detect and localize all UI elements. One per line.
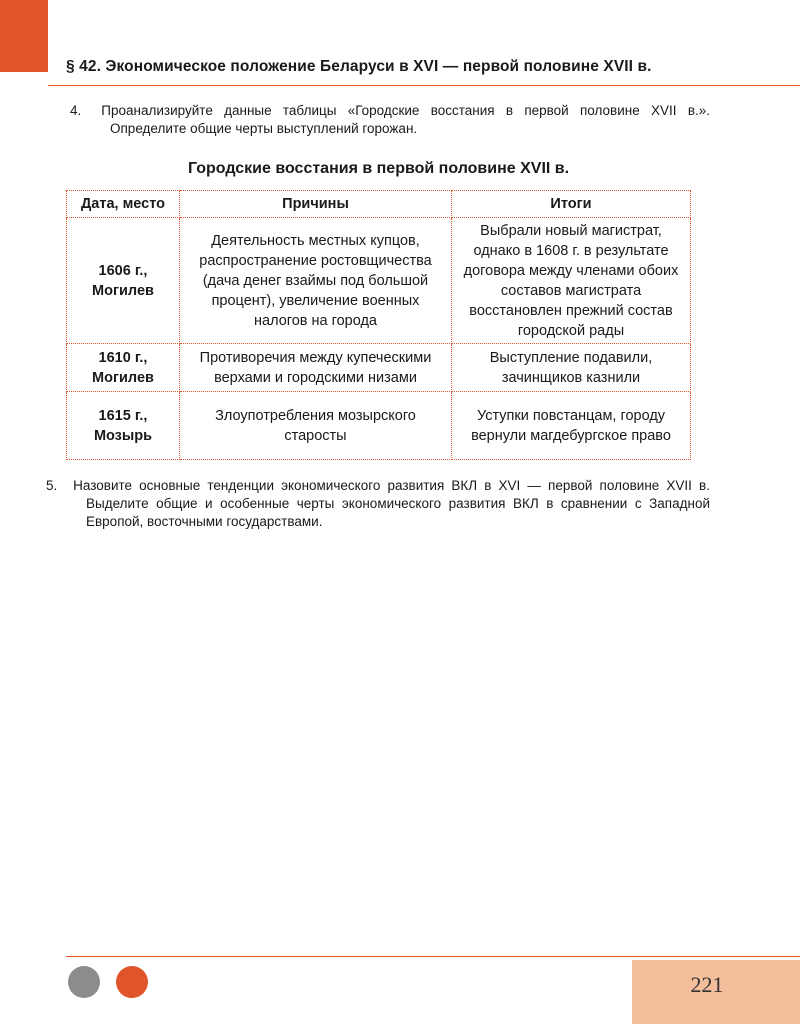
cell-results: Выбрали новый магистрат, однако в 1608 г. в результате договора между членами обоих составов магистрата восстановлен прежний состав городской рады xyxy=(452,218,691,344)
column-header-date: Дата, место xyxy=(67,191,180,218)
cell-date xyxy=(67,344,180,392)
cell-date xyxy=(67,218,180,344)
gray-circle-decoration xyxy=(68,966,100,998)
orange-circle-decoration xyxy=(116,966,148,998)
page-header-title: § 42. Экономическое положение Беларуси в XVI — первой половине XVII в. xyxy=(66,58,652,75)
cell-causes: Противоречия между купеческими верхами и городскими низами xyxy=(180,344,452,392)
cell-results: Уступки повстанцам, городу вернули магдебургское право xyxy=(452,392,691,460)
column-header-causes: Причины xyxy=(180,191,452,218)
table-header-row xyxy=(67,191,691,218)
page-number: 221 xyxy=(690,972,724,997)
corner-accent-block xyxy=(0,0,48,72)
table-row xyxy=(67,218,691,344)
cell-date xyxy=(67,392,180,460)
column-header-results: Итоги xyxy=(452,191,691,218)
table-title: Городские восстания в первой половине XVII в. xyxy=(187,160,570,177)
task-5-text: Назовите основные тенденции экономического развития ВКЛ в XVI — первой половине XVII в. Выделите общие и особенные черты экономического развития ВКЛ в сравнении с Западной Европой, восточными государствами. xyxy=(73,478,710,529)
cell-results: Выступление подавили, зачинщиков казнили xyxy=(452,344,691,392)
page-number-box xyxy=(632,960,800,1024)
header-divider xyxy=(48,85,800,86)
uprisings-table xyxy=(66,190,691,460)
task-4: 4. Проанализируйте данные таблицы «Городские восстания в первой половине XVII в.». Определите общие черты выступлений горожан. xyxy=(70,103,710,136)
footer-divider xyxy=(66,956,800,957)
table-row xyxy=(67,392,691,460)
task-5: 5. Назовите основные тенденции экономического развития ВКЛ в XVI — первой половине XVII в. Выделите общие и особенные черты экономического развития ВКЛ в сравнении с Западной Европой, восточными государствами. xyxy=(46,478,710,529)
task-4-text: Проанализируйте данные таблицы «Городские восстания в первой половине XVII в.». Определите общие черты выступлений горожан. xyxy=(101,103,710,136)
date-place: Могилев xyxy=(92,282,154,299)
date-place: Мозырь xyxy=(93,427,153,444)
cell-causes: Деятельность местных купцов, распространение ростовщичества (дача денег взаймы под большой процент), увеличение военных налогов на города xyxy=(180,218,452,344)
date-year: 1615 г., xyxy=(98,407,148,424)
date-place: Могилев xyxy=(92,369,154,386)
cell-causes: Злоупотребления мозырского старосты xyxy=(180,392,452,460)
date-year: 1610 г., xyxy=(98,349,148,366)
table-row xyxy=(67,344,691,392)
date-year: 1606 г., xyxy=(98,262,148,279)
